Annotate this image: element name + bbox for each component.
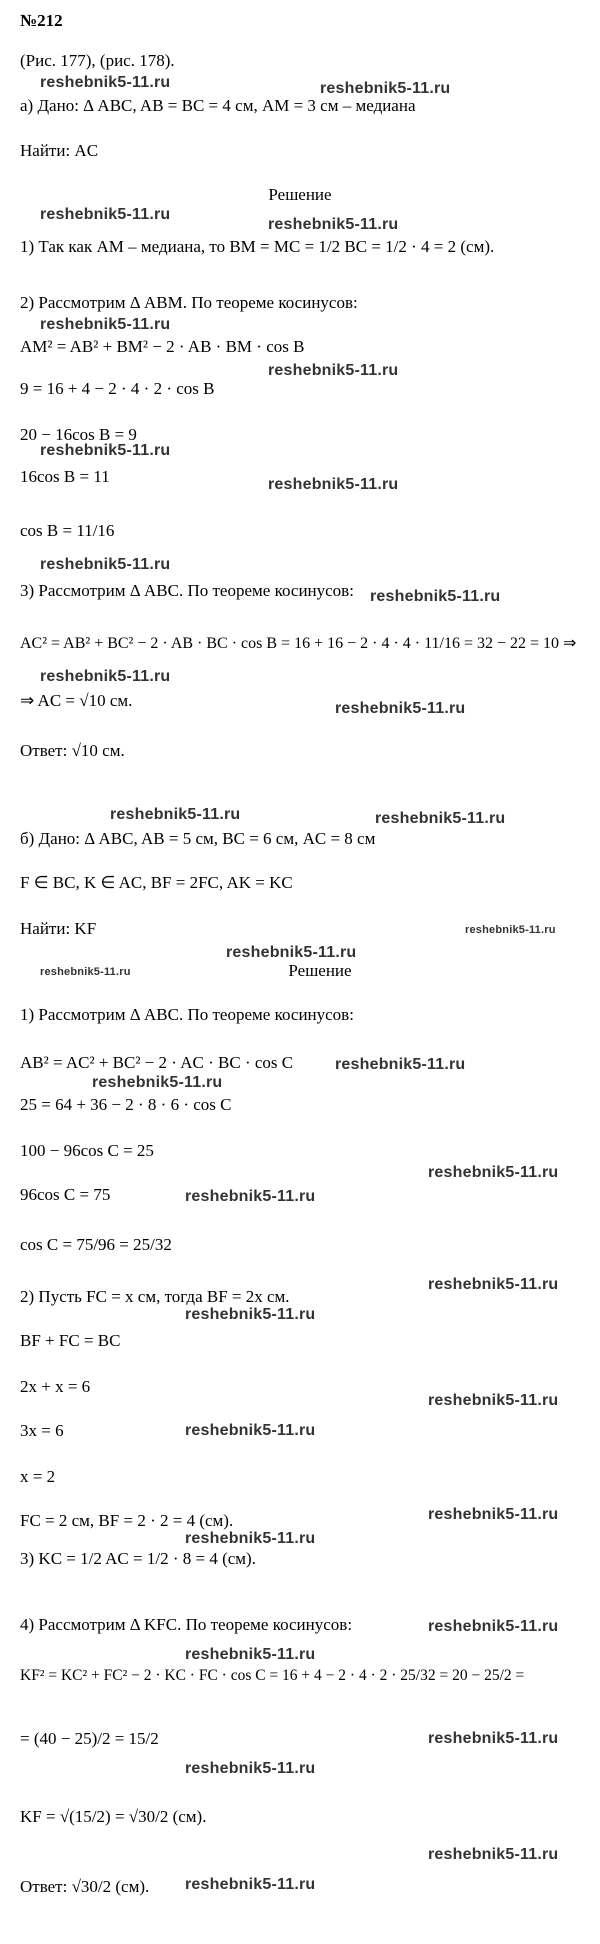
part-b-given2: F ∈ BC, K ∈ AC, BF = 2FC, AK = KC [20,873,293,892]
watermark: reshebnik5-11.ru [185,1188,316,1205]
part-b-eq7: 2x + x = 6 [20,1377,91,1396]
part-a-eq5: cos B = 11/16 [20,521,115,540]
part-b-eq1: AB² = AC² + BC² − 2 · AC · BC · cos C [20,1053,294,1072]
watermark: reshebnik5-11.ru [428,1730,559,1747]
watermark: reshebnik5-11.ru [185,1306,316,1323]
watermark: reshebnik5-11.ru [428,1164,559,1181]
watermark: reshebnik5-11.ru [185,1760,316,1777]
part-b-eq2: 25 = 64 + 36 − 2 · 8 · 6 · cos C [20,1095,232,1114]
part-b-eq4: 96cos C = 75 [20,1185,111,1204]
part-b-eq13: KF = √(15/2) = √30/2 (см). [20,1807,207,1826]
watermark: reshebnik5-11.ru [335,700,466,717]
part-a-solution-heading: Решение [268,185,332,204]
part-b-eq3: 100 − 96cos C = 25 [20,1141,154,1160]
part-a-eq6: AC² = AB² + BC² − 2 · AB · BC · cos B = 16 + 16 − 2 · 4 · 4 · 11/16 = 32 − 22 = 10 ⇒ [20,635,577,652]
part-b-step3: 3) KC = 1/2 AC = 1/2 · 8 = 4 (см). [20,1549,256,1568]
watermark: reshebnik5-11.ru [268,476,399,493]
watermark: reshebnik5-11.ru [320,80,451,97]
part-b-eq9: x = 2 [20,1467,56,1486]
part-a-find: Найти: AC [20,141,99,160]
part-a-given [20,95,416,116]
watermark: reshebnik5-11.ru [465,924,556,936]
watermark: reshebnik5-11.ru [40,74,171,91]
part-b-eq11: KF² = KC² + FC² − 2 · KC · FC · cos C = 16 + 4 − 2 · 4 · 2 · 25/32 = 20 − 25/2 = [20,1667,525,1684]
watermark: reshebnik5-11.ru [92,1074,223,1091]
part-a-answer: Ответ: √10 см. [20,741,125,760]
part-a-eq4: 16cos B = 11 [20,467,110,486]
watermark: reshebnik5-11.ru [185,1530,316,1547]
watermark: reshebnik5-11.ru [185,1646,316,1663]
watermark: reshebnik5-11.ru [40,442,171,459]
watermark: reshebnik5-11.ru [428,1276,559,1293]
part-b-eq5: cos C = 75/96 = 25/32 [20,1235,172,1254]
watermark: reshebnik5-11.ru [428,1506,559,1523]
watermark: reshebnik5-11.ru [185,1876,316,1893]
part-a-eq3: 20 − 16cos B = 9 [20,425,137,444]
watermark: reshebnik5-11.ru [40,556,171,573]
watermark: reshebnik5-11.ru [428,1618,559,1635]
part-b-answer: Ответ: √30/2 (см). [20,1877,150,1896]
watermark: reshebnik5-11.ru [40,206,171,223]
part-b-given: б) Дано: Δ ABC, AB = 5 см, BC = 6 см, AC = 8 см [20,829,376,848]
problem-number: №212 [20,11,63,30]
figures-reference: (Рис. 177), (рис. 178). [20,51,175,70]
part-b-solution-heading: Решение [288,961,352,980]
part-a-eq7: ⇒ AC = √10 см. [20,691,133,710]
part-b-eq6: BF + FC = BC [20,1331,121,1350]
watermark: reshebnik5-11.ru [268,216,399,233]
part-b-step2-intro: 2) Пусть FC = x см, тогда BF = 2x см. [20,1287,290,1306]
part-b-find: Найти: KF [20,919,97,938]
watermark: reshebnik5-11.ru [335,1056,466,1073]
part-a-step3-intro: 3) Рассмотрим Δ ABC. По теореме косинусов: [20,581,354,600]
watermark: reshebnik5-11.ru [185,1422,316,1439]
watermark: reshebnik5-11.ru [40,668,171,685]
watermark: reshebnik5-11.ru [268,362,399,379]
watermark: reshebnik5-11.ru [370,588,501,605]
part-a-eq1: AM² = AB² + BM² − 2 · AB · BM · cos B [20,337,305,356]
part-b-eq8: 3x = 6 [20,1421,64,1440]
part-b-eq12: = (40 − 25)/2 = 15/2 [20,1729,159,1748]
watermark: reshebnik5-11.ru [40,316,171,333]
watermark: reshebnik5-11.ru [375,810,506,827]
part-a-eq2: 9 = 16 + 4 − 2 · 4 · 2 · cos B [20,379,215,398]
part-a-step1: 1) Так как AM – медиана, то BM = MC = 1/2 BC = 1/2 · 4 = 2 (см). [20,237,495,256]
watermark: reshebnik5-11.ru [110,806,241,823]
part-b-step4-intro: 4) Рассмотрим Δ KFC. По теореме косинусов: [20,1615,353,1634]
part-a-step2-intro: 2) Рассмотрим Δ ABM. По теореме косинусов: [20,293,358,312]
part-a-given-text: а) Дано: Δ ABC, AB = BC = 4 см, AM = 3 см – медиана [20,96,416,115]
watermark: reshebnik5-11.ru [428,1392,559,1409]
watermark: reshebnik5-11.ru [40,966,131,978]
watermark: reshebnik5-11.ru [226,944,357,961]
part-b-eq10: FC = 2 см, BF = 2 · 2 = 4 (см). [20,1511,234,1530]
part-b-step1-intro: 1) Рассмотрим Δ ABC. По теореме косинусов: [20,1005,354,1024]
watermark: reshebnik5-11.ru [428,1846,559,1863]
